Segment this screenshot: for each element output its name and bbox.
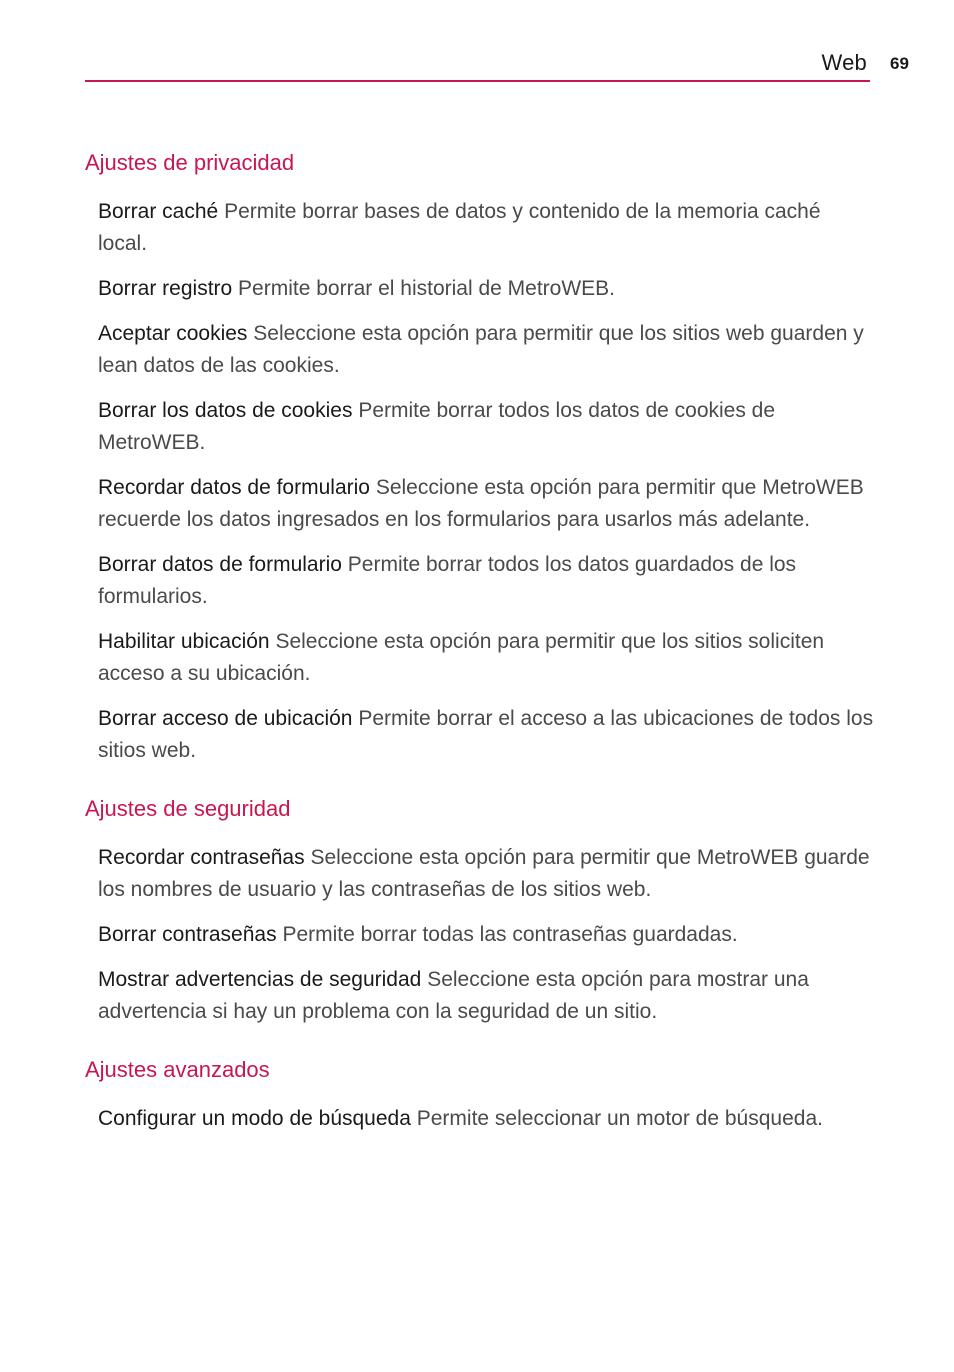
item-term: Habilitar ubicación — [98, 630, 270, 653]
section-privacy-settings — [85, 148, 875, 767]
header-divider — [85, 80, 870, 82]
item-description: Permite seleccionar un motor de búsqueda. — [416, 1107, 823, 1130]
page-content — [85, 148, 875, 1162]
list-item — [98, 919, 875, 951]
item-description: Permite borrar el acceso a las ubicaciones de todos los sitios web. — [98, 707, 874, 762]
page-number: 69 — [890, 54, 909, 73]
list-item — [98, 964, 875, 1028]
section-advanced-settings — [85, 1055, 875, 1135]
list-item — [98, 842, 875, 906]
list-item — [98, 318, 875, 382]
list-item — [98, 1103, 875, 1135]
item-description: Seleccione esta opción para mostrar una advertencia si hay un problema con la seguridad de un sitio. — [98, 968, 809, 1023]
item-term: Borrar registro — [98, 277, 233, 300]
item-description: Seleccione esta opción para permitir que los sitios web guarden y lean datos de las cookies. — [98, 322, 864, 377]
list-item — [98, 273, 875, 305]
item-term: Aceptar cookies — [98, 322, 248, 345]
item-term: Borrar contraseñas — [98, 923, 277, 946]
item-description: Permite borrar todos los datos de cookies de MetroWEB. — [98, 399, 776, 454]
section-heading: Ajustes de privacidad — [85, 150, 295, 175]
section-heading: Ajustes avanzados — [85, 1057, 270, 1082]
item-description: Permite borrar todas las contraseñas guardadas. — [282, 923, 738, 946]
list-item — [98, 472, 875, 536]
item-term: Borrar datos de formulario — [98, 553, 342, 576]
list-item — [98, 703, 875, 767]
item-description: Seleccione esta opción para permitir que MetroWEB guarde los nombres de usuario y las contraseñas de los sitios web. — [98, 846, 870, 901]
list-item — [98, 626, 875, 690]
item-description: Seleccione esta opción para permitir que MetroWEB recuerde los datos ingresados en los formularios para usarlos más adelante. — [98, 476, 864, 531]
item-term: Configurar un modo de búsqueda — [98, 1107, 411, 1130]
item-description: Permite borrar el historial de MetroWEB. — [238, 277, 616, 300]
item-term: Borrar acceso de ubicación — [98, 707, 353, 730]
list-item — [98, 196, 875, 260]
item-term: Mostrar advertencias de seguridad — [98, 968, 422, 991]
list-item — [98, 395, 875, 459]
item-description: Permite borrar todos los datos guardados de los formularios. — [98, 553, 797, 608]
item-description: Seleccione esta opción para permitir que los sitios soliciten acceso a su ubicación. — [98, 630, 825, 685]
item-term: Borrar los datos de cookies — [98, 399, 353, 422]
item-description: Permite borrar bases de datos y contenido de la memoria caché local. — [98, 200, 821, 255]
section-security-settings — [85, 794, 875, 1028]
item-term: Borrar caché — [98, 200, 219, 223]
header-section-title: Web — [821, 50, 867, 75]
section-heading: Ajustes de seguridad — [85, 796, 291, 821]
item-term: Recordar contraseñas — [98, 846, 305, 869]
list-item — [98, 549, 875, 613]
item-term: Recordar datos de formulario — [98, 476, 370, 499]
